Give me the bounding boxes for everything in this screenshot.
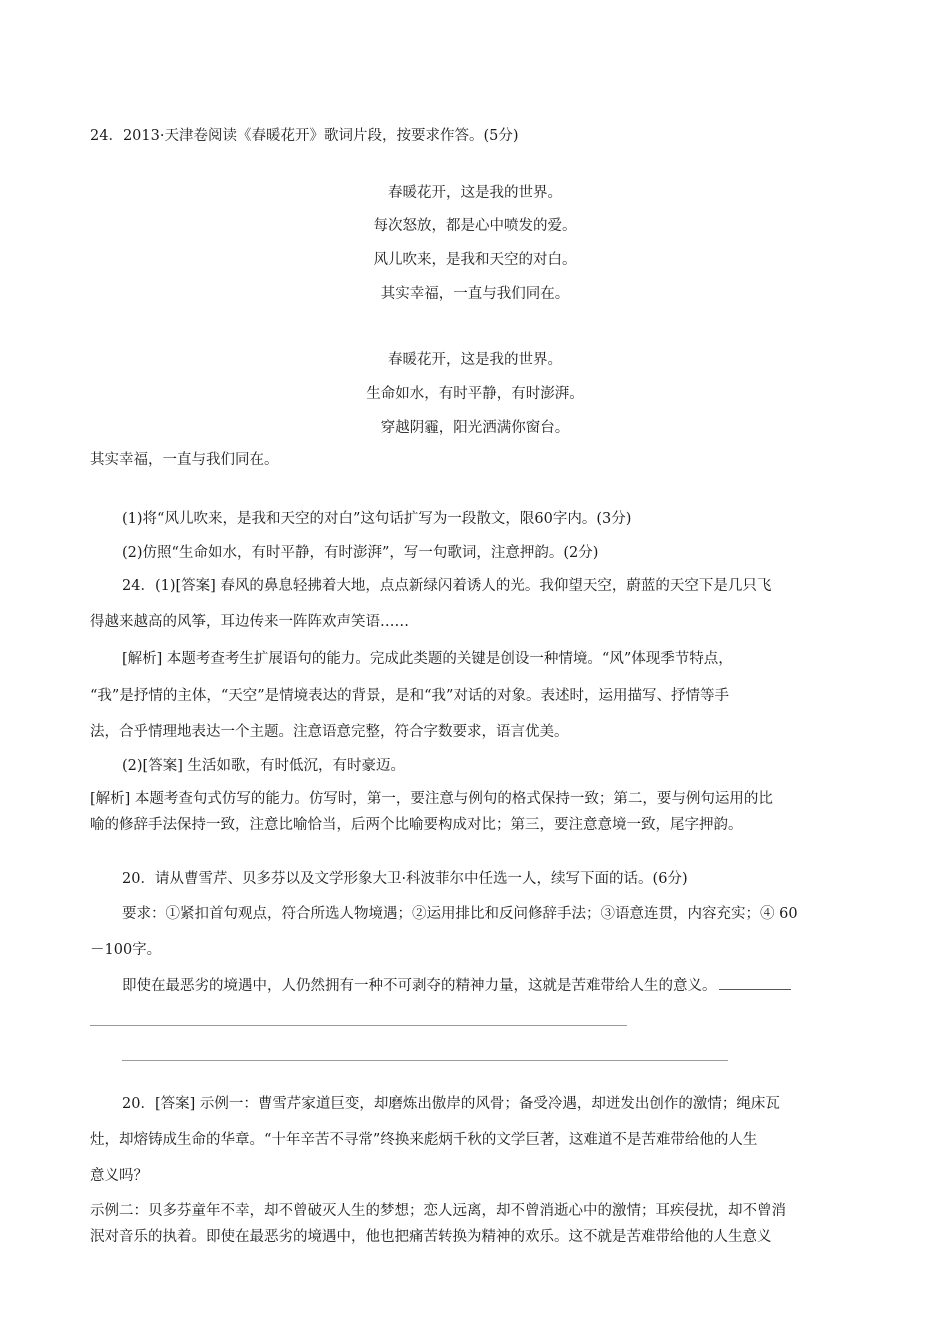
answer-20-example-1-line: 意义吗？ <box>90 1168 148 1184</box>
question-24-title: 24．2013·天津卷阅读《春暖花开》歌词片段，按要求作答。(5分) <box>90 128 519 144</box>
answer-blank <box>719 975 791 990</box>
lyric-line: 春暖花开，这是我的世界。 <box>388 185 562 201</box>
lyric-line: 其实幸福，一直与我们同在。 <box>380 286 570 302</box>
answer-24-1-line: 24．(1)[答案] 春风的鼻息轻拂着大地，点点新绿闪着诱人的光。我仰望天空，蔚蓝的天空下是几只飞 <box>122 578 772 594</box>
sub-question-1: (1)将“风儿吹来，是我和天空的对白”这句话扩写为一段散文，限60字内。(3分) <box>122 511 632 527</box>
answer-24-1-line: 得越来越高的风筝，耳边传来一阵阵欢声笑语…… <box>90 614 409 630</box>
analysis-24-1-line: “我”是抒情的主体，“天空”是情境表达的背景，是和“我”对话的对象。表述时，运用描写、抒情等手 <box>90 688 729 704</box>
answer-24-2: (2)[答案] 生活如歌，有时低沉，有时豪迈。 <box>122 758 405 774</box>
answer-20-example-1-line: 灶，却熔铸成生命的华章。“十年辛苦不寻常”终换来彪炳千秋的文学巨著，这难道不是苦难带给他的人生 <box>90 1132 758 1148</box>
question-20-requirement: 要求：①紧扣首句观点，符合所选人物境遇；②运用排比和反问修辞手法；③语意连贯，内容充实；④ 60 <box>122 906 798 922</box>
analysis-24-1-line: [解析] 本题考查考生扩展语句的能力。完成此类题的关键是创设一种情境。“风”体现季节特点， <box>122 651 733 667</box>
answer-20-example-2-line: 示例二：贝多芬童年不幸，却不曾破灭人生的梦想；恋人远离，却不曾消逝心中的激情；耳疾侵扰，却不曾消 <box>90 1203 786 1219</box>
analysis-24-2-line: [解析] 本题考查句式仿写的能力。仿写时，第一，要注意与例句的格式保持一致；第二，要与例句运用的比 <box>90 791 773 807</box>
analysis-24-2-line: 喻的修辞手法保持一致，注意比喻恰当，后两个比喻要构成对比；第三，要注意意境一致，尾字押韵。 <box>90 817 743 833</box>
lyric-line: 生命如水，有时平静，有时澎湃。 <box>366 386 584 402</box>
question-20-prompt-line <box>122 975 791 996</box>
answer-20-example-2-line: 泯对音乐的执着。即使在最恶劣的境遇中，他也把痛苦转换为精神的欢乐。这不就是苦难带给他的人生意义 <box>90 1229 772 1245</box>
lyric-line: 穿越阴霾，阳光洒满你窗台。 <box>380 420 570 436</box>
analysis-24-1-line: 法，合乎情理地表达一个主题。注意语意完整，符合字数要求，语言优美。 <box>90 724 569 740</box>
answer-line <box>90 1025 627 1026</box>
sub-question-2: (2)仿照“生命如水，有时平静，有时澎湃”，写一句歌词，注意押韵。(2分) <box>122 545 599 561</box>
answer-line <box>122 1060 728 1061</box>
lyric-line: 每次怒放，都是心中喷发的爱。 <box>373 218 577 234</box>
question-20-requirement: －100字。 <box>90 942 162 958</box>
answer-20-example-1-line: 20．[答案] 示例一：曹雪芹家道巨变，却磨炼出傲岸的风骨；备受冷遇，却迸发出创作的激情；绳床瓦 <box>122 1096 780 1112</box>
question-20-title: 20．请从曹雪芹、贝多芬以及文学形象大卫·科波菲尔中任选一人，续写下面的话。(6分) <box>122 871 688 887</box>
lyric-line: 风儿吹来，是我和天空的对白。 <box>373 252 577 268</box>
lyric-line: 春暖花开，这是我的世界。 <box>388 352 562 368</box>
question-20-prompt: 即使在最恶劣的境遇中，人仍然拥有一种不可剥夺的精神力量，这就是苦难带给人生的意义。 <box>122 978 717 994</box>
lyric-line-last: 其实幸福，一直与我们同在。 <box>90 452 279 468</box>
